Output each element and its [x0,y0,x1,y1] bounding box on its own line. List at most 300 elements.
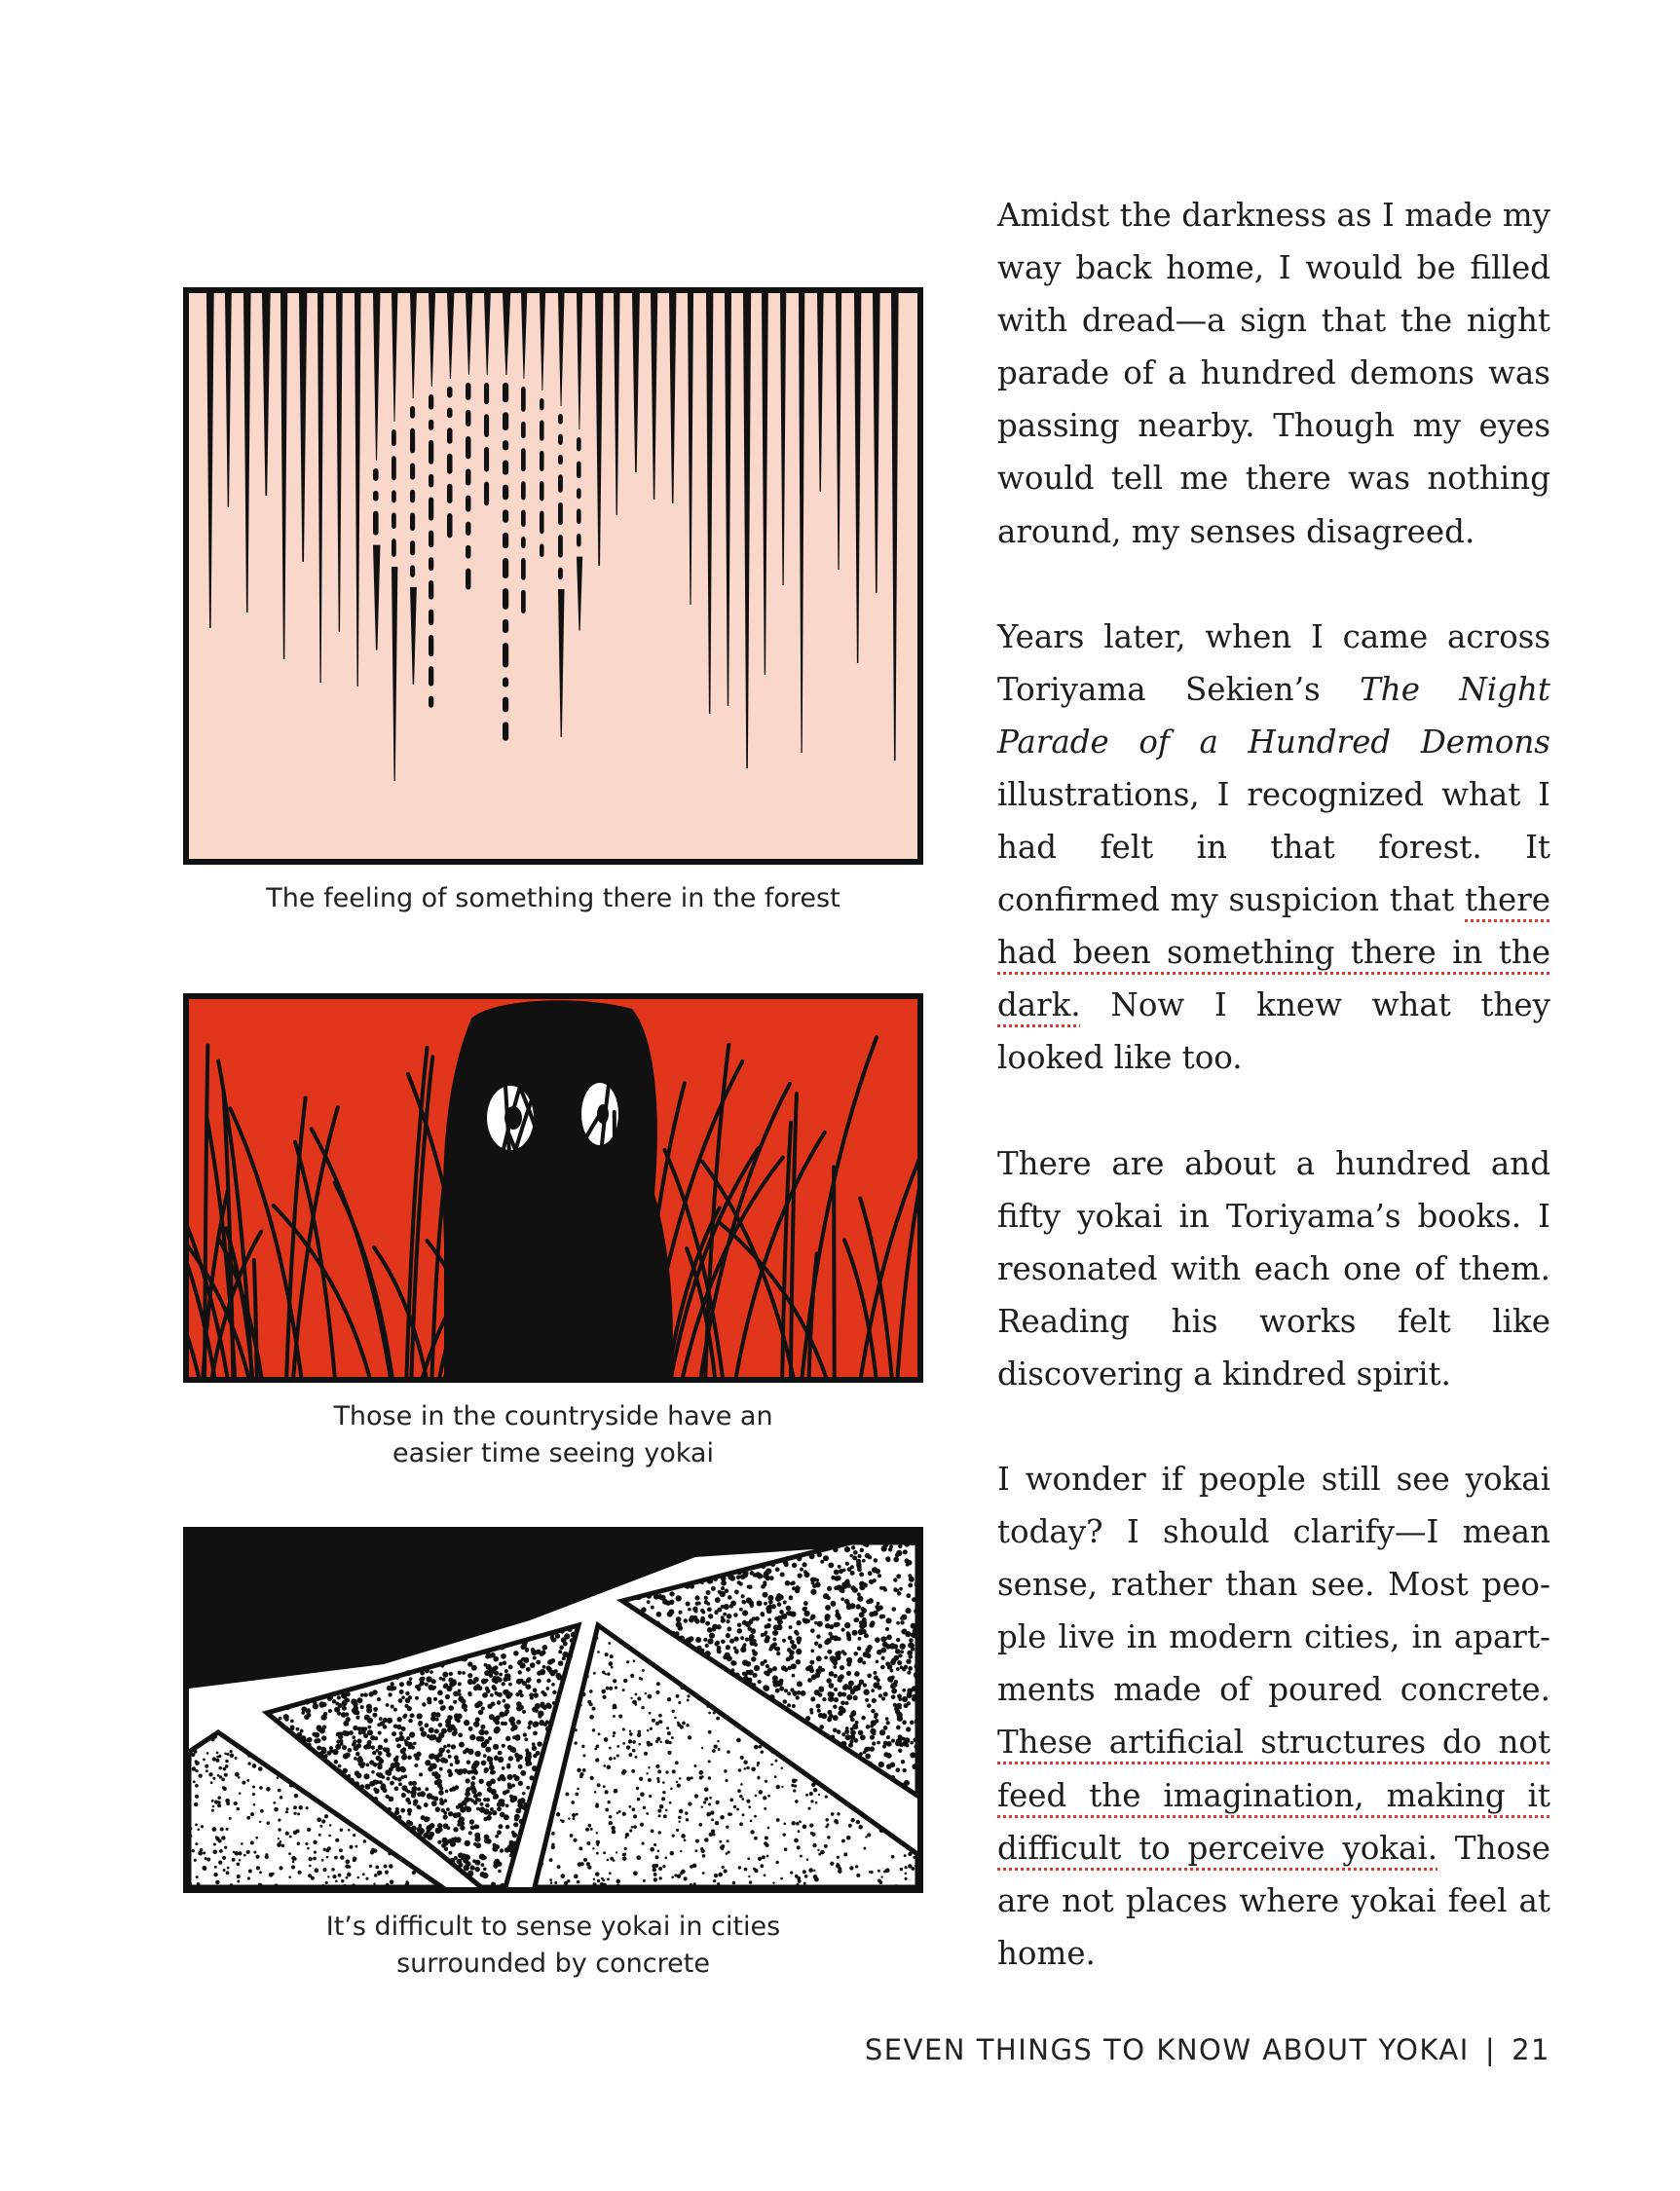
stipple-dot [349,1778,354,1783]
stipple-dot [369,1865,372,1868]
stipple-dot [838,1565,841,1569]
stipple-dot [823,1593,829,1599]
stipple-dot [753,1573,757,1577]
stipple-dot [325,1881,328,1884]
stroke-mark [410,512,415,531]
stipple-dot [522,1640,528,1646]
stipple-dot [816,1655,822,1661]
stipple-dot [449,1858,455,1864]
stipple-dot [217,1796,221,1800]
stroke-mark [503,697,508,713]
stipple-dot [655,1722,659,1726]
stipple-dot [481,1679,487,1685]
stipple-dot [834,1674,838,1678]
stipple-dot [346,1876,349,1879]
stipple-dot [662,1791,665,1794]
stipple-dot [579,1846,582,1850]
stipple-dot [255,1837,258,1839]
stipple-dot [841,1650,845,1653]
stipple-dot [810,1616,814,1620]
book-title: The Night Parade of a Hundred Demons [997,670,1550,761]
stipple-dot [411,1794,416,1799]
stipple-dot [635,1693,638,1696]
stipple-dot [741,1594,745,1598]
stroke-mark [484,447,489,471]
stipple-dot [897,1839,900,1842]
stipple-dot [785,1580,790,1585]
stipple-dot [907,1671,911,1675]
stipple-dot [334,1856,338,1860]
stipple-dot [297,1842,300,1845]
stipple-dot [721,1639,726,1644]
stipple-dot [817,1709,821,1713]
stipple-dot [278,1774,281,1778]
page-footer [865,2033,1550,2066]
stipple-dot [609,1815,613,1819]
stipple-dot [258,1766,263,1771]
stipple-dot [873,1611,878,1616]
stipple-dot [703,1801,706,1803]
stipple-dot [321,1884,323,1886]
stipple-dot [753,1868,756,1871]
stipple-dot [337,1695,341,1699]
stipple-dot [241,1842,243,1845]
stipple-dot [465,1840,470,1846]
stipple-dot [833,1715,839,1721]
stipple-dot [910,1721,915,1726]
stipple-dot [814,1641,818,1645]
stipple-dot [561,1820,564,1823]
stipple-dot [293,1805,297,1809]
stipple-dot [859,1620,863,1624]
stipple-dot [576,1813,579,1816]
stipple-dot [444,1799,448,1802]
stipple-dot [592,1728,595,1731]
stipple-dot [489,1762,493,1765]
stipple-dot [886,1735,890,1739]
stipple-dot [770,1750,774,1754]
stipple-dot [247,1876,250,1879]
stipple-dot [508,1665,513,1670]
stipple-dot [596,1744,600,1748]
stipple-dot [877,1879,881,1883]
stipple-dot [765,1843,769,1847]
stipple-dot [458,1671,462,1675]
stipple-dot [891,1689,897,1694]
stipple-dot [687,1698,690,1701]
stipple-dot [672,1769,676,1773]
stipple-dot [777,1602,782,1607]
stipple-dot [782,1639,786,1643]
stipple-dot [462,1671,466,1675]
stipple-dot [221,1778,225,1782]
stipple-dot [609,1661,614,1666]
stipple-dot [459,1768,464,1773]
stipple-dot [308,1874,312,1877]
stipple-dot [708,1712,711,1715]
stipple-dot [891,1607,896,1612]
stipple-dot [810,1832,813,1835]
stipple-dot [356,1772,362,1778]
stroke-mark [558,434,563,445]
stipple-dot [461,1699,466,1704]
stipple-dot [219,1849,223,1853]
stipple-dot [679,1635,685,1641]
stipple-dot [252,1764,257,1768]
stipple-dot [807,1807,810,1810]
stipple-dot [399,1690,404,1694]
stipple-dot [912,1632,917,1638]
stipple-dot [850,1571,855,1576]
stipple-dot [429,1755,432,1759]
stipple-dot [352,1708,356,1713]
stipple-dot [829,1671,835,1677]
stipple-dot [640,1792,645,1797]
grass-blade [615,1112,616,1377]
stipple-dot [487,1756,491,1760]
stipple-dot [876,1682,879,1686]
stipple-dot [223,1869,226,1872]
stipple-dot [502,1766,505,1770]
stipple-dot [844,1622,850,1628]
stipple-dot [361,1762,365,1765]
stipple-dot [499,1673,503,1677]
stipple-dot [513,1822,518,1827]
stipple-dot [327,1875,329,1877]
stipple-dot [763,1685,768,1690]
stipple-dot [217,1774,220,1777]
stipple-dot [504,1713,507,1717]
stipple-dot [708,1614,713,1618]
stipple-dot [500,1812,505,1818]
stipple-dot [871,1709,875,1713]
stipple-dot [616,1884,619,1887]
stipple-dot [774,1760,777,1763]
stipple-dot [833,1727,838,1732]
stipple-dot [363,1692,367,1696]
stipple-dot [278,1828,280,1831]
stipple-dot [529,1775,534,1780]
stipple-dot [579,1696,583,1701]
stipple-dot [307,1737,312,1742]
stipple-dot [338,1874,342,1877]
stipple-dot [532,1742,536,1746]
stipple-dot [464,1865,469,1871]
stipple-dot [656,1621,660,1625]
stipple-dot [613,1679,616,1683]
stipple-dot [434,1728,439,1733]
stipple-dot [407,1808,412,1813]
stipple-dot [642,1669,645,1672]
stroke-mark [447,407,453,418]
stipple-dot [665,1857,668,1860]
stipple-dot [526,1786,530,1790]
stipple-dot [851,1545,855,1549]
stipple-dot [337,1768,342,1773]
stipple-dot [551,1832,555,1836]
stipple-dot [335,1838,339,1842]
stipple-dot [831,1812,835,1816]
stipple-dot [896,1621,900,1625]
stipple-dot [343,1753,349,1759]
stipple-dot [203,1851,205,1854]
stipple-dot [810,1696,815,1701]
stipple-dot [728,1812,731,1816]
stipple-dot [658,1814,661,1817]
stipple-dot [307,1847,310,1850]
stipple-dot [398,1698,403,1703]
stipple-dot [682,1722,686,1726]
stipple-dot [527,1677,532,1682]
stipple-dot [907,1560,913,1566]
stipple-dot [212,1827,217,1832]
stipple-dot [540,1720,543,1724]
stipple-dot [708,1802,711,1805]
stipple-dot [577,1706,579,1709]
stipple-dot [505,1825,510,1830]
stipple-dot [431,1734,437,1740]
stipple-dot [732,1881,736,1885]
stipple-dot [433,1880,436,1883]
stipple-dot [403,1714,407,1718]
stipple-dot [424,1802,429,1807]
panel-city-illustration [183,1527,923,1893]
stipple-dot [638,1730,641,1733]
stipple-dot [856,1874,860,1877]
stipple-dot [841,1839,845,1843]
stipple-dot [323,1712,327,1716]
stipple-dot [446,1749,450,1753]
stipple-dot [748,1584,753,1589]
stipple-dot [604,1883,607,1886]
stipple-dot [572,1813,576,1817]
stipple-dot [218,1766,222,1770]
stipple-dot [259,1871,262,1874]
stipple-dot [526,1754,532,1760]
stipple-dot [863,1582,868,1587]
stipple-dot [803,1870,806,1874]
stipple-dot [313,1703,318,1709]
stipple-dot [608,1642,611,1645]
stipple-dot [820,1560,824,1564]
stipple-dot [618,1641,621,1644]
stroke-mark [503,485,508,501]
stipple-dot [314,1738,318,1743]
stipple-dot [236,1852,239,1855]
stipple-dot [790,1581,794,1585]
stipple-dot [597,1879,600,1882]
stipple-dot [429,1727,434,1733]
stroke-mark [410,406,415,419]
stipple-dot [377,1764,382,1769]
stipple-dot [728,1575,733,1580]
stipple-dot [723,1613,727,1616]
stipple-dot [726,1645,730,1650]
stipple-dot [533,1730,538,1735]
stipple-dot [520,1824,525,1829]
stipple-dot [397,1777,402,1782]
stipple-dot [431,1771,436,1776]
stipple-dot [879,1615,884,1619]
stipple-dot [713,1879,716,1882]
stipple-dot [809,1792,813,1796]
stipple-dot [687,1776,691,1781]
stipple-dot [289,1784,293,1788]
stipple-dot [483,1798,487,1801]
stroke-mark [540,481,544,501]
stipple-dot [376,1772,380,1776]
stipple-dot [305,1842,308,1845]
stipple-dot [749,1880,752,1883]
stipple-dot [367,1740,372,1745]
stipple-dot [235,1757,238,1760]
stipple-dot [219,1775,222,1778]
stipple-dot [490,1693,494,1697]
stipple-dot [692,1864,697,1869]
stipple-dot [483,1817,487,1821]
stipple-dot [840,1701,845,1706]
stroke-mark [392,456,396,480]
stipple-dot [429,1764,434,1768]
stipple-dot [468,1727,473,1731]
forest-skull-illustration [189,293,917,859]
stipple-dot [524,1737,528,1741]
stipple-dot [865,1698,869,1702]
stipple-dot [528,1722,532,1726]
stipple-dot [356,1743,361,1748]
stipple-dot [859,1572,864,1577]
stipple-dot [610,1857,614,1861]
stipple-dot [285,1832,289,1836]
stipple-dot [447,1744,451,1748]
stipple-dot [525,1749,529,1753]
stipple-dot [507,1784,512,1789]
stipple-dot [864,1747,869,1752]
stipple-dot [597,1783,601,1787]
stipple-dot [509,1840,514,1845]
stipple-dot [898,1706,902,1710]
stipple-dot [435,1758,440,1763]
stipple-dot [549,1630,555,1636]
stipple-dot [796,1659,801,1664]
stipple-dot [212,1849,217,1854]
stroke-mark [503,619,508,633]
stroke-mark [466,410,470,427]
stipple-dot [596,1852,599,1855]
stipple-dot [513,1843,517,1847]
stipple-dot [437,1690,443,1696]
section-title: SEVEN THINGS TO KNOW ABOUT YOKAI [864,2033,1470,2066]
stipple-dot [715,1801,719,1804]
stipple-dot [523,1733,527,1737]
stipple-dot [688,1801,691,1805]
stipple-dot [857,1567,862,1572]
stipple-dot [459,1853,464,1858]
stipple-dot [575,1793,579,1797]
stipple-dot [906,1608,912,1614]
stipple-dot [684,1618,688,1622]
stipple-dot [597,1651,600,1653]
stipple-dot [721,1577,726,1581]
stipple-dot [856,1559,861,1564]
stipple-dot [896,1726,901,1730]
stipple-dot [441,1808,445,1812]
stipple-dot [498,1824,503,1829]
stroke-mark [447,427,453,444]
stipple-dot [775,1567,780,1572]
stroke-mark [503,677,508,687]
stipple-dot [523,1802,527,1806]
stroke-mark [503,461,508,475]
stipple-dot [680,1850,682,1852]
stipple-dot [860,1548,864,1552]
stipple-dot [396,1744,401,1749]
stipple-dot [796,1620,801,1625]
stipple-dot [549,1858,553,1862]
stipple-dot [870,1734,875,1739]
stipple-dot [398,1735,404,1741]
stipple-dot [515,1692,519,1696]
stipple-dot [632,1740,636,1744]
stipple-dot [230,1883,234,1887]
stipple-dot [728,1595,732,1600]
stipple-dot [215,1837,219,1840]
stipple-dot [502,1682,505,1686]
stipple-dot [512,1774,516,1778]
stipple-dot [789,1596,793,1600]
stipple-dot [872,1741,876,1745]
paragraph-3: There are about a hundred and fifty yokai in Toriyama’s books. I resonated with each one of them. Reading his works felt like discovering a kindred spirit. [997,1144,1550,1393]
stipple-dot [570,1638,575,1643]
stipple-dot [707,1578,713,1584]
caption-countryside [183,1398,923,1472]
stipple-dot [843,1852,847,1856]
stipple-dot [665,1809,668,1812]
stipple-dot [353,1739,356,1743]
stipple-dot [653,1594,659,1600]
stroke-mark [447,513,453,538]
stipple-dot [898,1697,902,1701]
stipple-dot [747,1857,750,1860]
stipple-dot [242,1781,245,1785]
stipple-dot [867,1673,872,1678]
stipple-dot [229,1817,232,1820]
stipple-dot [525,1648,529,1652]
stipple-dot [751,1767,756,1772]
stipple-dot [603,1785,606,1788]
stipple-dot [796,1636,802,1642]
stipple-dot [463,1750,467,1755]
stipple-dot [483,1754,487,1758]
stipple-dot [273,1801,276,1804]
stipple-dot [818,1644,823,1649]
stipple-dot [266,1821,270,1825]
stipple-dot [606,1687,610,1690]
stipple-dot [784,1689,788,1692]
stipple-dot [631,1769,635,1773]
stroke-mark [503,509,508,522]
stipple-dot [363,1773,369,1779]
stipple-dot [518,1781,523,1786]
stipple-dot [616,1879,620,1884]
stipple-dot [533,1723,537,1727]
stipple-dot [637,1595,641,1599]
stroke-mark [429,474,433,488]
stipple-dot [903,1549,908,1554]
stipple-dot [846,1836,851,1840]
stipple-dot [366,1704,372,1710]
stipple-dot [829,1683,835,1689]
